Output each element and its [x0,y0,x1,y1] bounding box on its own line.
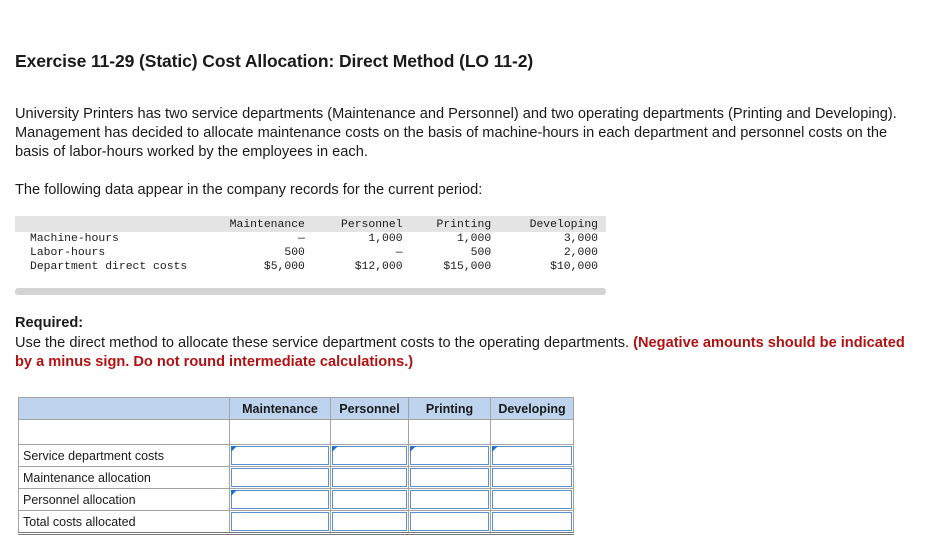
answer-cell [409,511,491,534]
row-label: Labor-hours [30,247,106,259]
answer-row-maintenance-allocation [19,467,574,489]
answer-row-label: Service department costs [19,445,230,467]
data-table-header-row [15,216,606,232]
row-label: Machine-hours [30,233,119,245]
table-row [15,246,606,260]
answer-cell [409,445,491,467]
input-corner-marker [410,446,416,452]
required-label: Required: [15,315,84,331]
row-label: Department direct costs [30,261,188,273]
personnel-allocation-maintenance-input[interactable] [231,490,329,509]
answer-row-service-costs [19,445,574,467]
answer-row-personnel-allocation [19,489,574,511]
service-costs-personnel-input[interactable] [332,446,407,465]
answer-cell [230,467,331,489]
service-costs-developing-input[interactable] [492,446,572,465]
cell: — [395,247,403,259]
spacer-cell [331,420,409,445]
answer-row-total [19,511,574,534]
answer-header-printing: Printing [409,398,491,420]
service-costs-maintenance-input[interactable] [231,446,329,465]
data-table-container [15,216,606,295]
answer-header-row [19,398,574,420]
total-printing-input[interactable] [410,512,489,531]
personnel-allocation-personnel-input[interactable] [332,490,407,509]
answer-header-maintenance: Maintenance [230,398,331,420]
cell: — [298,233,305,245]
cell: 500 [470,247,492,259]
answer-table [18,397,574,535]
data-intro: The following data appear in the company records for the current period: [15,182,483,198]
data-header-developing: Developing [529,219,598,231]
cell: $15,000 [443,261,492,273]
data-header-personnel: Personnel [341,219,403,231]
data-table [15,216,606,274]
answer-cell [230,511,331,534]
cell: $12,000 [354,261,403,273]
maintenance-allocation-maintenance-input[interactable] [231,468,329,487]
answer-cell [331,489,409,511]
spacer-cell [19,420,230,445]
input-corner-marker [332,446,338,452]
cell: 2,000 [563,247,598,259]
cell: 1,000 [368,233,403,245]
answer-cell [230,489,331,511]
input-corner-marker [492,446,498,452]
service-costs-printing-input[interactable] [410,446,489,465]
answer-cell [230,445,331,467]
answer-header-developing: Developing [491,398,574,420]
spacer-cell [409,420,491,445]
data-header-printing: Printing [436,219,492,231]
answer-cell [331,511,409,534]
horizontal-scrollbar[interactable] [15,288,606,295]
answer-cell [409,467,491,489]
answer-row-label: Personnel allocation [19,489,230,511]
answer-cell [491,489,574,511]
cell: 1,000 [457,233,492,245]
personnel-allocation-developing-input[interactable] [492,490,572,509]
cell: 3,000 [563,233,598,245]
data-header-blank [15,216,197,232]
total-developing-input[interactable] [492,512,572,531]
answer-cell [331,467,409,489]
input-corner-marker [231,490,237,496]
maintenance-allocation-printing-input[interactable] [410,468,489,487]
answer-cell [409,489,491,511]
required-note: (Negative amounts should be indicated by a minus sign. Do not round intermediate calculations.) [15,335,905,370]
page-title: Exercise 11-29 (Static) Cost Allocation: Direct Method (LO 11-2) [15,51,534,71]
data-header-maintenance: Maintenance [229,219,305,231]
maintenance-allocation-developing-input[interactable] [492,468,572,487]
answer-row-label: Maintenance allocation [19,467,230,489]
answer-header-personnel: Personnel [331,398,409,420]
personnel-allocation-printing-input[interactable] [410,490,489,509]
intro-paragraph: University Printers has two service departments (Maintenance and Personnel) and two operating departments (Printing and Developing). Management has decided to allocate maintenance costs on the basis of machine-hours in each department and personnel costs on the basis of labor-hours worked by the employees in each. [15,106,897,160]
spacer-cell [230,420,331,445]
cell: $10,000 [550,261,598,273]
answer-cell [491,467,574,489]
answer-cell [491,445,574,467]
maintenance-allocation-personnel-input[interactable] [332,468,407,487]
total-personnel-input[interactable] [332,512,407,531]
required-instruction: Use the direct method to allocate these service department costs to the operating departments. [15,335,630,351]
answer-cell [331,445,409,467]
answer-header-blank [19,398,230,420]
cell: 500 [284,247,305,259]
cell: $5,000 [263,261,305,273]
spacer-cell [491,420,574,445]
answer-spacer-row [19,420,574,445]
input-corner-marker [231,446,237,452]
required-text [15,334,920,372]
answer-row-label: Total costs allocated [19,511,230,534]
table-row [15,260,606,274]
answer-cell [491,511,574,534]
table-row [15,232,606,246]
total-maintenance-input[interactable] [231,512,329,531]
